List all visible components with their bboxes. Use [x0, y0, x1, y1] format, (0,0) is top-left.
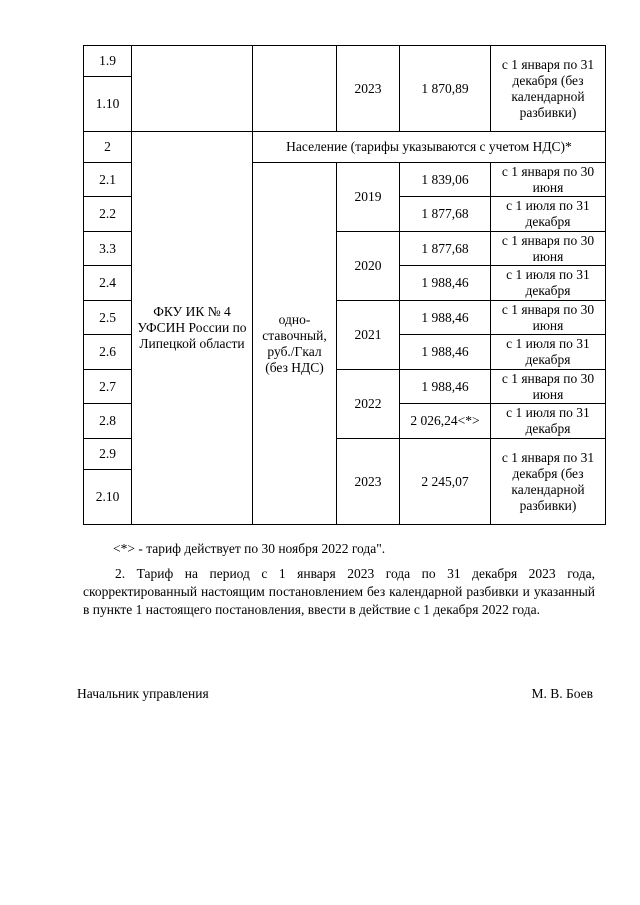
tariff-value: 1 877,68 [400, 232, 491, 266]
tariff-value: 1 988,46 [400, 266, 491, 301]
period-cell: с 1 января по 30 июня [491, 301, 606, 335]
tariff-type-cell: одно- ставочный, руб./Гкал (без НДС) [253, 163, 337, 525]
tariff-value: 1 870,89 [400, 46, 491, 132]
tariff-value: 2 026,24<*> [400, 404, 491, 439]
tariff-value: 1 988,46 [400, 370, 491, 404]
footnote: <*> - тариф действует по 30 ноября 2022 года". [113, 541, 386, 556]
period-cell: с 1 июля по 31 декабря [491, 335, 606, 370]
period-cell: с 1 января по 31 декабря (без календарной разбивки) [491, 439, 606, 525]
row-number: 2.5 [84, 301, 132, 335]
year-cell: 2023 [337, 46, 400, 132]
period-cell: с 1 июля по 31 декабря [491, 404, 606, 439]
row-number: 2.2 [84, 197, 132, 232]
table-row [84, 46, 606, 77]
row-number: 2.10 [84, 470, 132, 525]
row-number: 3.3 [84, 232, 132, 266]
tariff-value: 1 988,46 [400, 301, 491, 335]
tariff-value: 1 877,68 [400, 197, 491, 232]
paragraph-2: 2. Тариф на период с 1 января 2023 года по 31 декабря 2023 года, скорректированный настоящим постановлением без календарной разбивки и указанный в пункте 1 настоящего постановления, ввести в действие с 1 декабря 2022 года. [83, 566, 595, 617]
row-number: 2.7 [84, 370, 132, 404]
tariff-value: 1 839,06 [400, 163, 491, 197]
row-number: 2.6 [84, 335, 132, 370]
empty-cell [132, 46, 253, 132]
row-number: 2.9 [84, 439, 132, 470]
period-cell: с 1 января по 30 июня [491, 370, 606, 404]
section-header: Население (тарифы указываются с учетом НДС)* [253, 132, 606, 163]
row-number: 2 [84, 132, 132, 163]
year-cell: 2021 [337, 301, 400, 370]
signatory-name: М. В. Боев [531, 686, 593, 701]
organization-cell: ФКУ ИК № 4 УФСИН России по Липецкой области [132, 132, 253, 525]
row-number: 1.10 [84, 77, 132, 132]
empty-cell [253, 46, 337, 132]
signatory-position: Начальник управления [77, 686, 209, 701]
tariff-value: 2 245,07 [400, 439, 491, 525]
year-cell: 2023 [337, 439, 400, 525]
year-cell: 2022 [337, 370, 400, 439]
period-cell: с 1 января по 30 июня [491, 163, 606, 197]
period-cell: с 1 июля по 31 декабря [491, 266, 606, 301]
row-number: 2.4 [84, 266, 132, 301]
table-row [84, 132, 606, 163]
year-cell: 2020 [337, 232, 400, 301]
period-cell: с 1 января по 30 июня [491, 232, 606, 266]
year-cell: 2019 [337, 163, 400, 232]
row-number: 1.9 [84, 46, 132, 77]
row-number: 2.1 [84, 163, 132, 197]
period-cell: с 1 января по 31 декабря (без календарной разбивки) [491, 46, 606, 132]
tariff-table [83, 45, 606, 525]
period-cell: с 1 июля по 31 декабря [491, 197, 606, 232]
row-number: 2.8 [84, 404, 132, 439]
tariff-value: 1 988,46 [400, 335, 491, 370]
